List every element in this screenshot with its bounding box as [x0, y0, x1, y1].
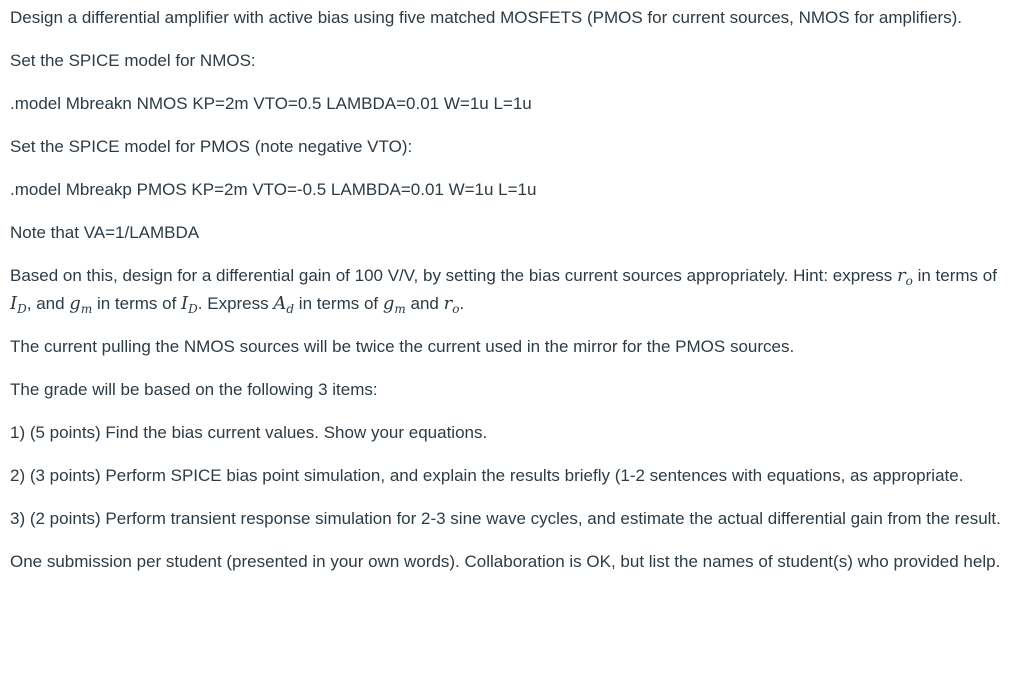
id-symbol-2-sub: D: [188, 302, 198, 316]
ro-symbol-base: r: [897, 265, 906, 286]
grade-intro: The grade will be based on the following 3 items:: [10, 380, 378, 399]
ad-symbol: [273, 293, 294, 314]
id-symbol-base: I: [10, 293, 18, 314]
ro-symbol: [897, 265, 913, 286]
grade-item-1: 1) (5 points) Find the bias current values. Show your equations.: [10, 423, 488, 442]
design-paragraph: [10, 262, 1014, 318]
ro-symbol-2-base: r: [443, 293, 453, 314]
gm-symbol: [69, 293, 92, 314]
pmos-model-label: Set the SPICE model for PMOS (note negative VTO):: [10, 137, 413, 156]
design-text-1: Based on this, design for a differential gain of 100 V/V, by setting the bias current sources appropriately. Hint: express: [10, 266, 898, 285]
design-text-2: in terms of: [912, 266, 997, 285]
pmos-model-line: .model Mbreakp PMOS KP=2m VTO=-0.5 LAMBDA=0.01 W=1u L=1u: [10, 180, 537, 199]
id-symbol-2-base: I: [181, 293, 189, 314]
ad-symbol-sub: d: [286, 302, 295, 316]
current-note: The current pulling the NMOS sources will be twice the current used in the mirror for the PMOS sources.: [10, 337, 795, 356]
grade-item-3: 3) (2 points) Perform transient response simulation for 2-3 sine wave cycles, and estimate the actual differential gain from the result.: [10, 509, 1001, 528]
gm-symbol-2-base: g: [382, 293, 395, 314]
ad-symbol-base: A: [273, 293, 287, 314]
gm-symbol-sub: m: [80, 302, 93, 316]
ro-symbol-2: [444, 293, 460, 314]
design-text-4: in terms of: [92, 294, 182, 313]
intro-paragraph: Design a differential amplifier with active bias using five matched MOSFETS (PMOS for current sources, NMOS for amplifiers).: [10, 8, 963, 27]
nmos-model-label: Set the SPICE model for NMOS:: [10, 51, 256, 70]
design-text-3: , and: [26, 294, 70, 313]
id-symbol-2: [181, 293, 198, 314]
design-text-8: .: [459, 294, 465, 313]
ro-symbol-2-sub: o: [452, 302, 460, 316]
submission-note: One submission per student (presented in your own words). Collaboration is OK, but list the names of student(s) who provided help.: [10, 552, 1001, 571]
grade-item-2: 2) (3 points) Perform SPICE bias point simulation, and explain the results briefly (1-2 sentences with equations, as appropriate.: [10, 466, 964, 485]
design-text-6: in terms of: [294, 294, 383, 313]
va-note: Note that VA=1/LAMBDA: [10, 223, 200, 242]
gm-symbol-base: g: [69, 293, 81, 314]
design-text-7: and: [405, 294, 444, 313]
design-text-5: . Express: [197, 294, 274, 313]
gm-symbol-2: [383, 293, 406, 314]
nmos-model-line: .model Mbreakn NMOS KP=2m VTO=0.5 LAMBDA=0.01 W=1u L=1u: [10, 94, 532, 113]
gm-symbol-2-sub: m: [394, 302, 406, 316]
id-symbol-sub: D: [17, 302, 27, 316]
id-symbol: [10, 293, 27, 314]
ro-symbol-sub: o: [905, 274, 913, 288]
